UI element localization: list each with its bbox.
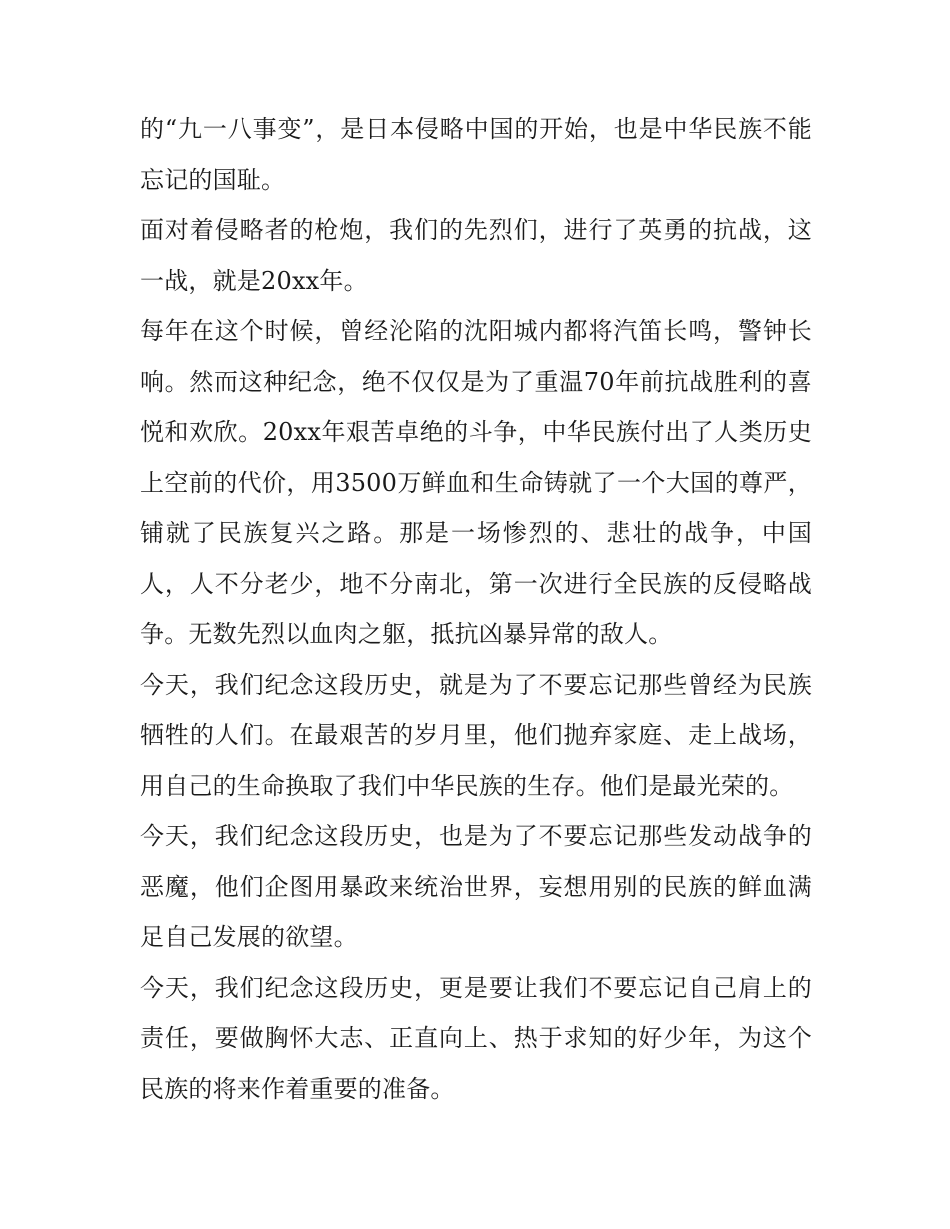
paragraph-jiuyiba-incident: 的“九一八事变”，是日本侵略中国的开始，也是中华民族不能忘记的国耻。: [140, 115, 812, 194]
paragraph-remember-sacrifice: 今天，我们纪念这段历史，就是为了不要忘记那些曾经为民族牺牲的人们。在最艰苦的岁月里，他们抛弃家庭、走上战场，用自己的生命换取了我们中华民族的生存。他们是最光荣的。: [140, 670, 812, 800]
paragraph-our-responsibility: 今天，我们纪念这段历史，更是要让我们不要忘记自己肩上的责任，要做胸怀大志、正直向上、热于求知的好少年，为这个民族的将来作着重要的准备。: [140, 973, 812, 1103]
paragraph-heroic-resistance: 面对着侵略者的枪炮，我们的先烈们，进行了英勇的抗战，这一战，就是20xx年。: [140, 216, 812, 295]
paragraph-shenyang-sirens: 每年在这个时候，曾经沦陷的沈阳城内都将汽笛长鸣，警钟长响。然而这种纪念，绝不仅仅是为了重温70年前抗战胜利的喜悦和欢欣。20xx年艰苦卓绝的斗争，中华民族付出了人类历史上空前的代价，用3500万鲜血和生命铸就了一个大国的尊严，铺就了民族复兴之路。那是一场惨烈的、悲壮的战争，中国人，人不分老少，地不分南北，第一次进行全民族的反侵略战争。无数先烈以血肉之躯，抵抗凶暴异常的敌人。: [140, 317, 812, 648]
paragraph-remember-aggressors: 今天，我们纪念这段历史，也是为了不要忘记那些发动战争的恶魔，他们企图用暴政来统治世界，妄想用别的民族的鲜血满足自己发展的欲望。: [140, 822, 812, 951]
document-body: [140, 104, 812, 1114]
